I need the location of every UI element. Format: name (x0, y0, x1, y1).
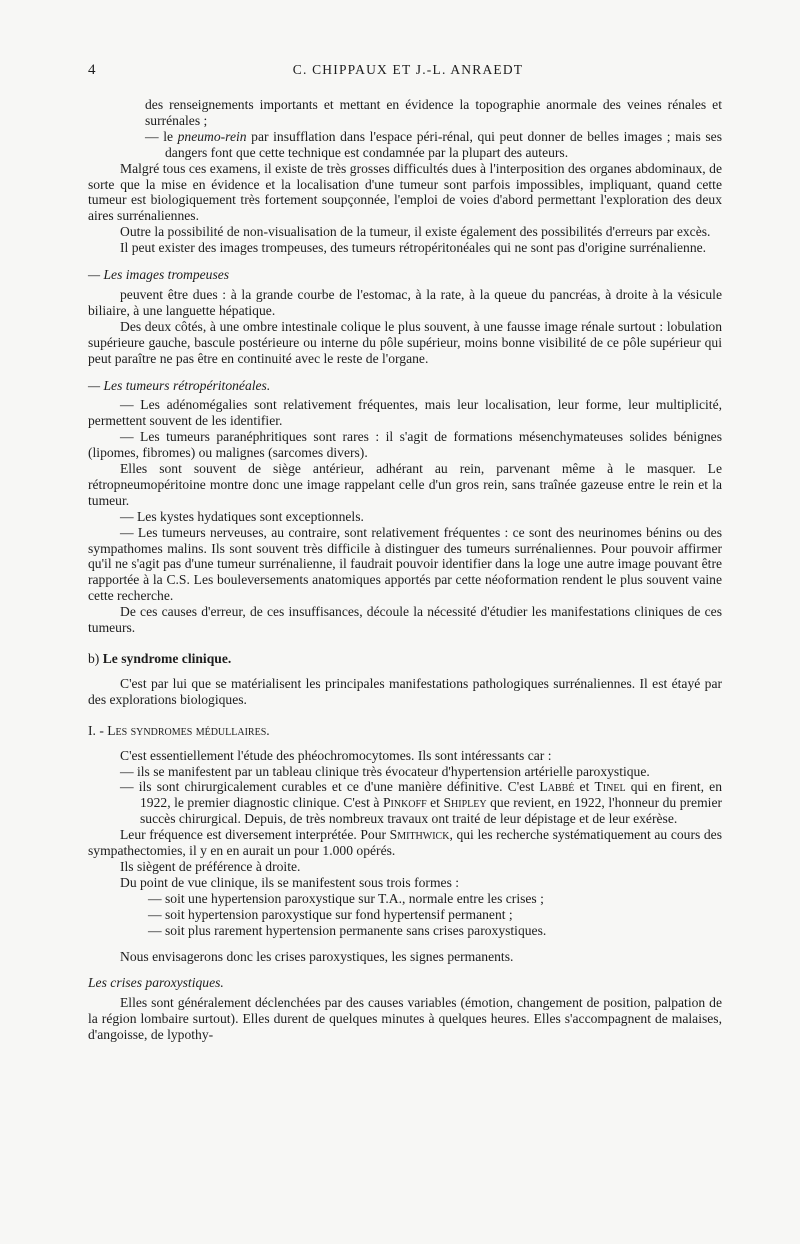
paragraph: — Les tumeurs nerveuses, au contraire, sont relativement fréquentes : ce sont des neurinomes bénins ou des sympathomes malins. Ils sont souvent très difficile à distinguer des tumeurs surrénaliennes. Pour pouvoir affirmer qu'il ne s'agit pas d'une tumeur surrénalienne, il faudrait pouvoir identifier dans la loge une autre image pouvant être rapportée à la C.S. Les bouleversements anatomiques apportés par cette néoformation rendent le plus souvent vaine cette recherche. (88, 524, 722, 604)
author-name: Tinel (594, 779, 626, 795)
paragraph: Ils siègent de préférence à droite. (120, 858, 301, 874)
list-item: — soit une hypertension paroxystique sur T.A., normale entre les crises ; (148, 890, 544, 906)
author-name: Pinkoff (382, 795, 427, 811)
text-run: par insufflation dans l'espace péri-rénal, qui peut donner de belles images ; mais ses dangers font que cette technique est condamnée par la plupart des auteurs. (165, 128, 722, 160)
spacer (88, 939, 722, 949)
paragraph: Des deux côtés, à une ombre intestinale colique le plus souvent, à une fausse image rénale surtout : lobulation supérieure gauche, bascule postérieure ou interne du pôle supérieur, moins bonne visibilité de ce pôle supérieur qui peut paraître ne pas être en continuité avec le reste de l'organe. (88, 318, 722, 366)
paragraph: Du point de vue clinique, ils se manifestent sous trois formes : (120, 874, 460, 890)
list-item: — ils se manifestent par un tableau clinique très évocateur d'hypertension artérielle paroxystique. (120, 763, 650, 779)
emphasis-term: pneumo-rein (177, 128, 247, 144)
paragraph: C'est par lui que se matérialisent les principales manifestations pathologiques surrénaliennes. Il est étayé par des explorations biologiques. (88, 675, 722, 707)
text-run: qui en firent, en 1922, le premier diagnostic clinique. C'est à (140, 779, 722, 811)
paragraph: C'est essentiellement l'étude des phéochromocytomes. Ils sont intéressants car : (120, 747, 552, 763)
text-run: et (574, 779, 595, 795)
paragraph: Outre la possibilité de non-visualisation de la tumeur, il existe également des possibilités d'erreurs par excès. (120, 224, 711, 240)
paragraph: Elles sont souvent de siège antérieur, adhérant au rein, parvenant même à le masquer. Le rétropneumopéritoine montre donc une image rappelant celle d'un gros rein, sans traînée gazeuse entre le rein et la tumeur. (88, 461, 722, 508)
subheading-crises-paroxystiques: Les crises paroxystiques. (88, 975, 224, 991)
section-title: Le syndrome clinique. (102, 651, 232, 666)
page-header (88, 62, 728, 84)
text-run: — ils sont chirurgicalement curables et ce d'une manière définitive. C'est (120, 779, 540, 795)
paragraph: — Les tumeurs paranéphritiques sont rares : il s'agit de formations mésenchymateuses solides bénignes (lipomes, fibromes) ou malignes (sarcomes divers). (88, 429, 722, 461)
paragraph (88, 827, 722, 859)
paragraph: Elles sont généralement déclenchées par des causes variables (émotion, changement de position, palpation de la région lombaire surtout). Elles durent de quelques minutes à quelques heures. Elles s'accompagnent de malaises, d'angoisse, de lypothy- (88, 995, 722, 1043)
subheading-tumeurs-retroperitoneales: — Les tumeurs rétropéritonéales. (88, 377, 271, 393)
paragraph: Il peut exister des images trompeuses, des tumeurs rétropéritonéales qui ne sont pas d'origine surrénalienne. (120, 240, 707, 256)
author-name: Shipley (443, 795, 487, 811)
author-name: Labbé (539, 779, 575, 795)
paragraph (88, 129, 722, 161)
page-number: 4 (88, 62, 96, 78)
list-item: — soit hypertension paroxystique sur fond hypertensif permanent ; (148, 906, 513, 922)
paragraph: De ces causes d'erreur, de ces insuffisances, découle la nécessité d'étudier les manifestations cliniques de ces tumeurs. (88, 604, 722, 636)
paragraph: des renseignements importants et mettant en évidence la topographie anormale des veines rénales et surrénales ; (145, 97, 722, 128)
text-run: que revient, en 1922, l'honneur du premier succès chirurgical. Depuis, de très nombreux travaux ont traité de leur dépistage et de leur exérèse. (140, 795, 723, 827)
text-run: — le (145, 128, 178, 144)
section-heading-syndromes-medullaires (88, 723, 722, 739)
subheading-images-trompeuses: — Les images trompeuses (88, 267, 230, 283)
running-title: C. CHIPPAUX ET J.-L. ANRAEDT (292, 62, 524, 77)
text-run: , qui les recherche systématiquement au cours des sympathectomies, il y en en aurait un pour 1.000 opérés. (88, 827, 723, 859)
list-item (88, 779, 722, 827)
author-name: Smithwick (389, 827, 450, 843)
section-prefix: b) (88, 651, 103, 666)
list-item: — soit plus rarement hypertension permanente sans crises paroxystiques. (148, 922, 547, 938)
section-heading-syndrome-clinique (88, 651, 722, 667)
paragraph: — Les kystes hydatiques sont exceptionnels. (120, 508, 364, 524)
section-title: Les syndromes médullaires. (107, 722, 270, 738)
text-run: Leur fréquence est diversement interprétée. Pour (120, 827, 390, 843)
paragraph: peuvent être dues : à la grande courbe de l'estomac, à la rate, à la queue du pancréas, à droite à la vésicule biliaire, à une languette hépatique. (88, 286, 722, 318)
paragraph: — Les adénomégalies sont relativement fréquentes, mais leur localisation, leur forme, leur multiplicité, permettent souvent de les identifier. (88, 397, 722, 429)
section-prefix: I. - (88, 722, 108, 738)
text-run: et (426, 795, 444, 811)
paragraph: Nous envisagerons donc les crises paroxystiques, les signes permanents. (120, 948, 514, 964)
page-body (88, 97, 722, 1043)
paragraph: Malgré tous ces examens, il existe de très grosses difficultés dues à l'interposition des organes abdominaux, de sorte que la mise en évidence et la localisation d'une tumeur sont parfois impossibles, impliquant, quand cette tumeur est biologiquement très fortement soupçonnée, l'emploi de voies d'abord permettant l'exploration des deux aires surrénaliennes. (88, 160, 722, 224)
